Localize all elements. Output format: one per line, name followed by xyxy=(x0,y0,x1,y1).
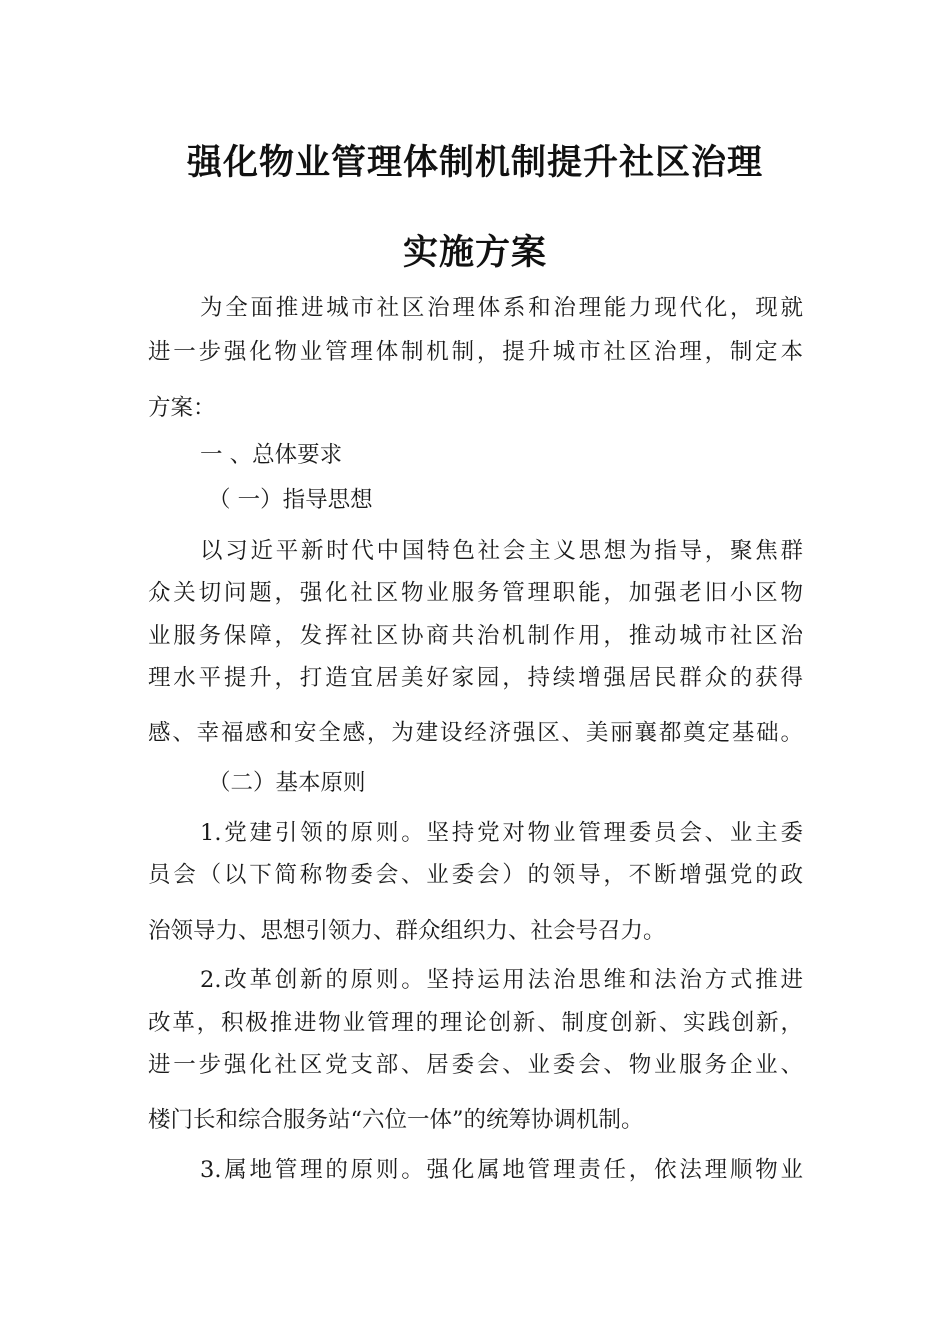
paragraph-line: 员会（以下简称物委会、业委会）的领导，不断增强党的政 xyxy=(148,862,803,888)
paragraph-line: 3.属地管理的原则。强化属地管理责任，依法理顺物业 xyxy=(200,1157,803,1183)
section-heading: 一 、总体要求 xyxy=(200,442,343,468)
paragraph-line: 业服务保障，发挥社区协商共治机制作用，推动城市社区治 xyxy=(148,623,803,649)
paragraph-line: 感、幸福感和安全感，为建设经济强区、美丽襄都奠定基础。 xyxy=(148,720,803,746)
document-title-line2: 实施方案 xyxy=(402,233,547,273)
paragraph-line: 1.党建引领的原则。坚持党对物业管理委员会、业主委 xyxy=(200,820,803,846)
document-title-line1: 强化物业管理体制机制提升社区治理 xyxy=(186,143,763,183)
paragraph-line: 2.改革创新的原则。坚持运用法治思维和法治方式推进 xyxy=(200,967,803,993)
paragraph-line: 众关切问题，强化社区物业服务管理职能，加强老旧小区物 xyxy=(148,580,803,606)
intro-line: 进一步强化物业管理体制机制，提升城市社区治理，制定本 xyxy=(148,339,803,365)
paragraph-line: 理水平提升，打造宜居美好家园，持续增强居民群众的获得 xyxy=(148,665,803,691)
subsection-heading: （ 一）指导思想 xyxy=(208,487,373,513)
paragraph-line: 楼门长和综合服务站“六位一体”的统筹协调机制。 xyxy=(148,1107,644,1133)
subsection-heading: （二）基本原则 xyxy=(208,770,366,796)
paragraph-line: 治领导力、思想引领力、群众组织力、社会号召力。 xyxy=(148,918,666,944)
paragraph-line: 以习近平新时代中国特色社会主义思想为指导，聚焦群 xyxy=(200,538,803,564)
paragraph-line: 改革，积极推进物业管理的理论创新、制度创新、实践创新， xyxy=(148,1010,803,1036)
paragraph-line: 进一步强化社区党支部、居委会、业委会、物业服务企业、 xyxy=(148,1052,803,1078)
intro-line: 为全面推进城市社区治理体系和治理能力现代化，现就 xyxy=(200,295,803,321)
intro-line: 方案： xyxy=(148,395,216,421)
